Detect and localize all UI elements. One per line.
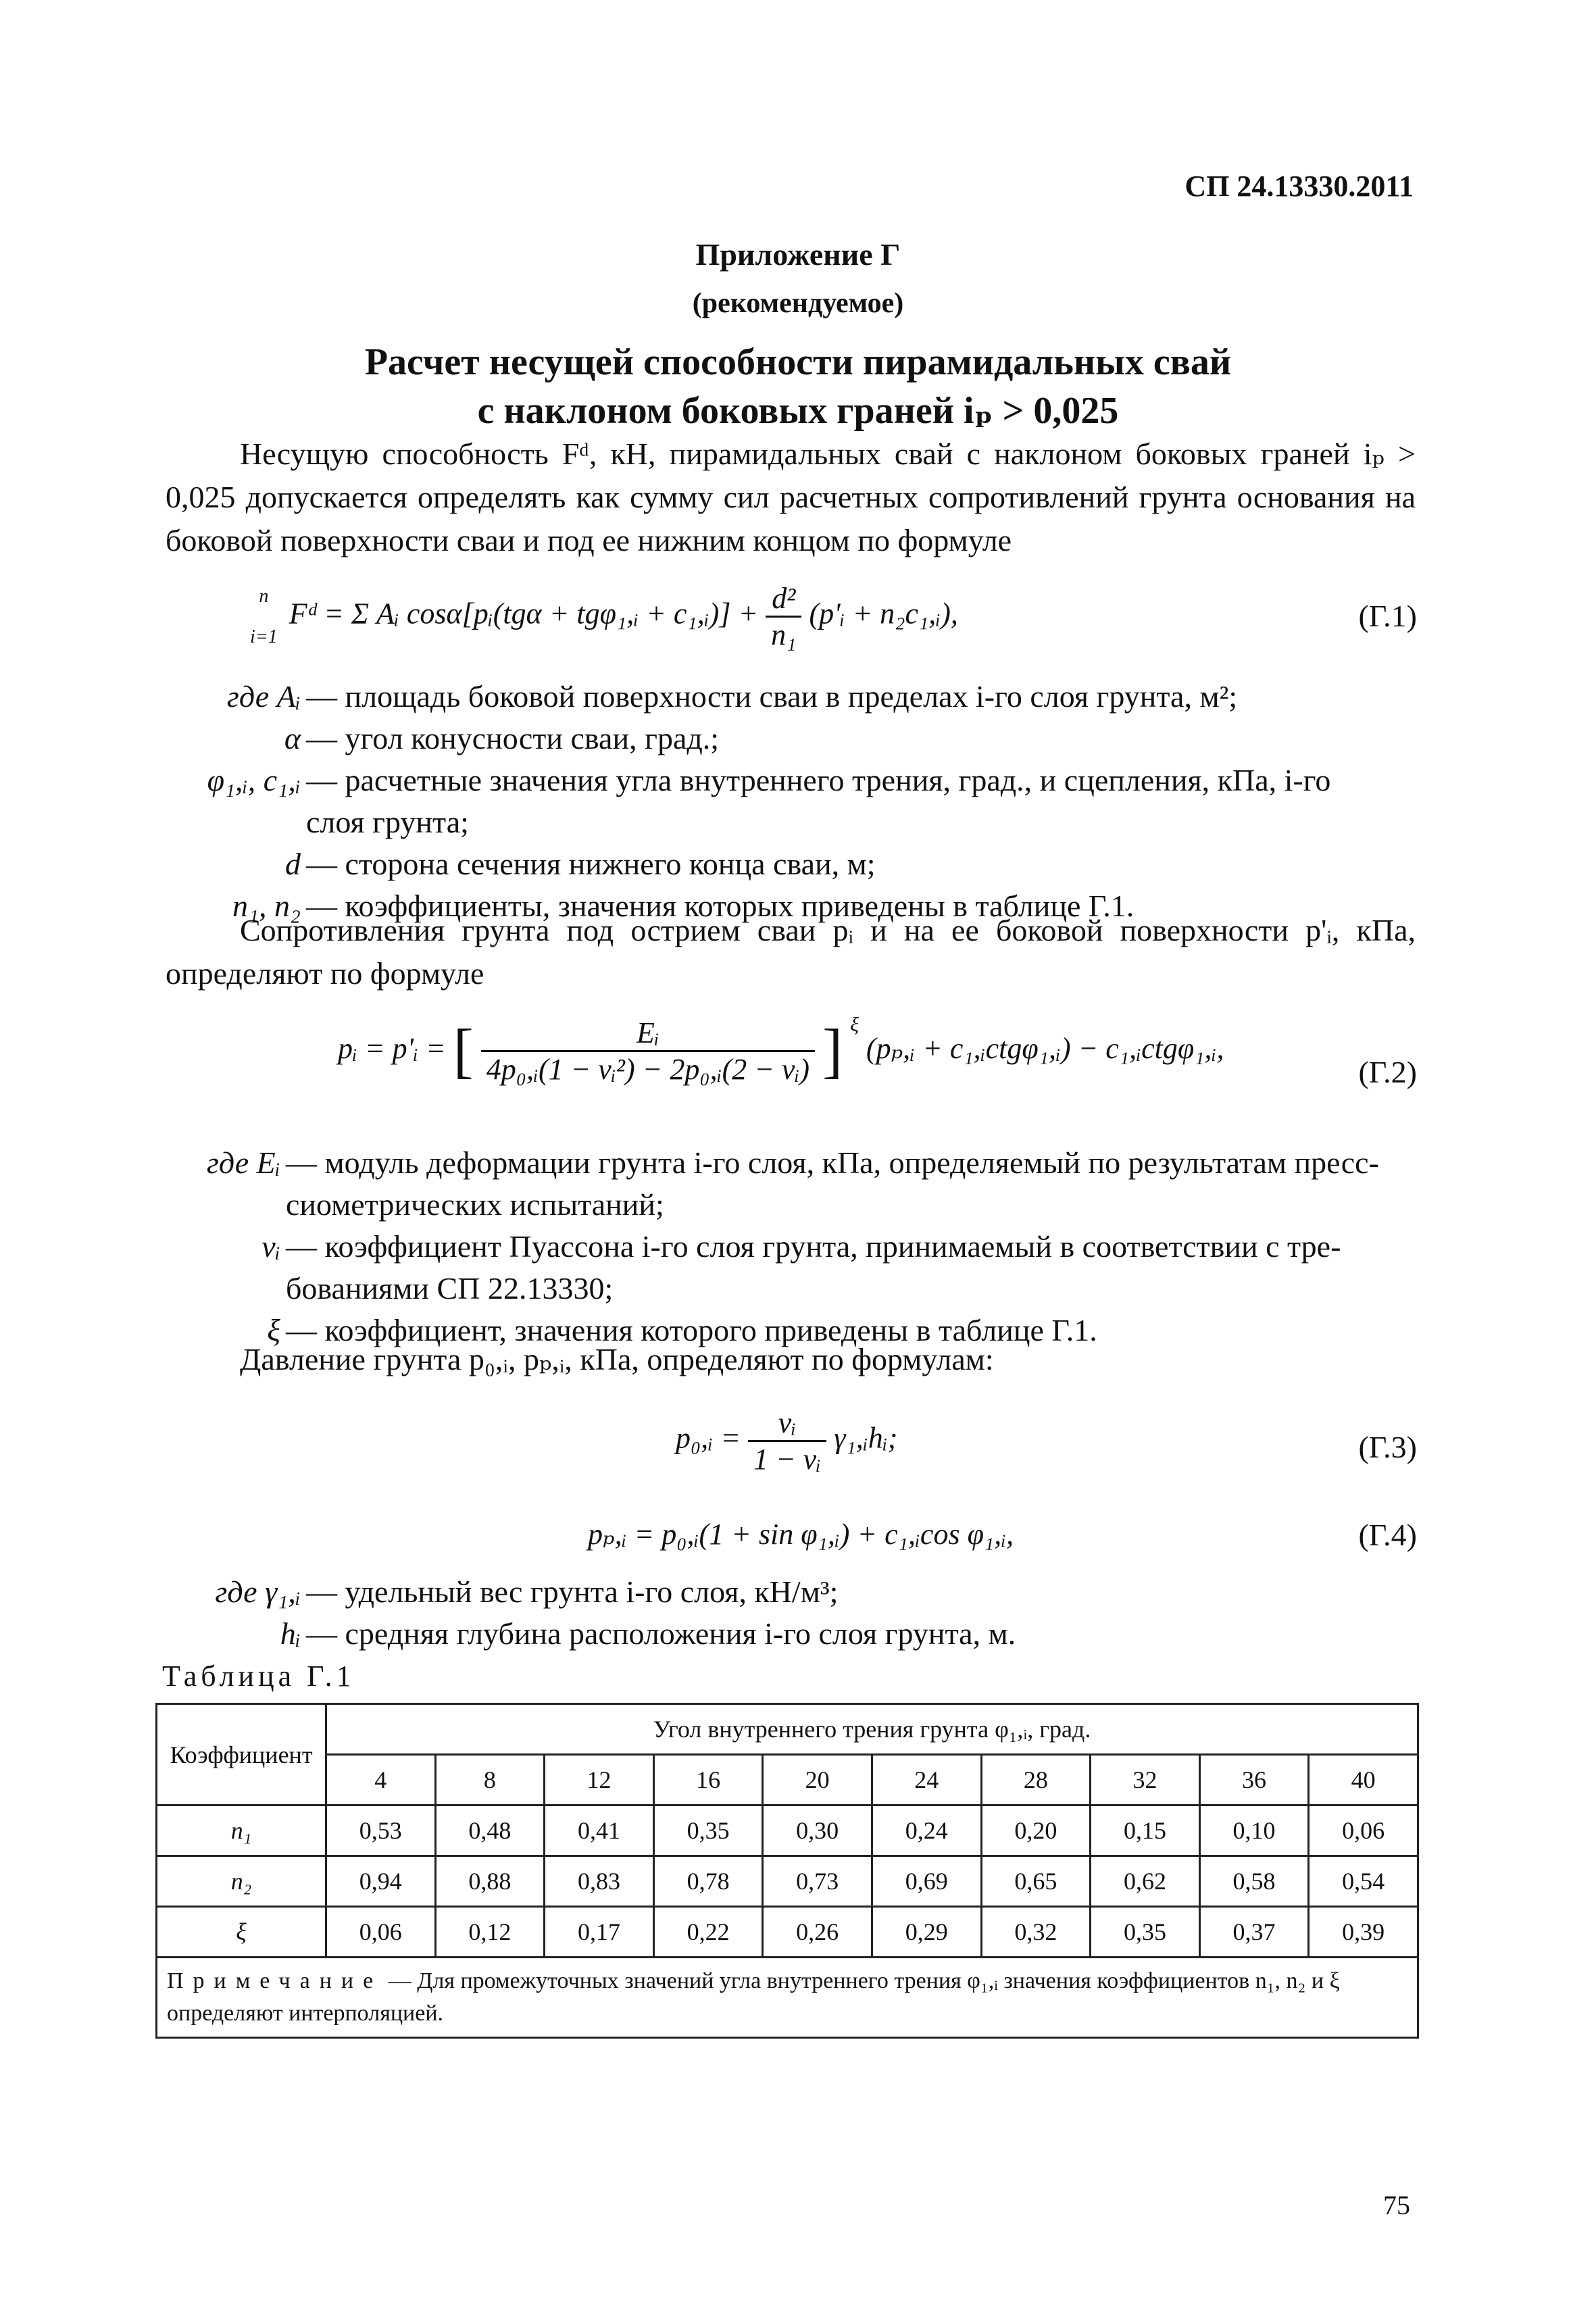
definition-row xyxy=(166,801,469,843)
definition-row xyxy=(166,1184,664,1226)
angle-header: 20 xyxy=(763,1755,872,1806)
definition-text: — угол конусности сваи, град.; xyxy=(306,721,720,755)
table-cell: 0,37 xyxy=(1199,1907,1309,1958)
definition-text: — удельный вес грунта i-го слоя, кН/м³; xyxy=(306,1574,839,1609)
table-cell: 0,58 xyxy=(1199,1856,1309,1907)
table-group-header: Угол внутреннего трения грунта φ₁,ᵢ, град. xyxy=(326,1704,1418,1755)
formula-g1-lhs: Fᵈ = Σ Aᵢ cosα[pᵢ(tgα + tgφ₁,ᵢ + c₁,ᵢ)] + xyxy=(289,597,759,630)
formula-g2-denominator: 4p₀,ᵢ(1 − νᵢ²) − 2p₀,ᵢ(2 − νᵢ) xyxy=(486,1053,810,1087)
definition-text: — сторона сечения нижнего конца сваи, м; xyxy=(306,847,876,881)
definition-text: сиометрических испытаний; xyxy=(286,1187,664,1222)
table-corner-header: Коэффициент xyxy=(157,1704,326,1806)
table-cell: 0,15 xyxy=(1091,1806,1200,1856)
table-cell: 0,48 xyxy=(435,1806,545,1856)
definition-term: где Eᵢ xyxy=(206,1145,280,1180)
definition-term: νᵢ xyxy=(261,1229,280,1264)
pressure-paragraph: Давление грунта p₀,ᵢ, pₚ,ᵢ, кПа, определяют по формулам: xyxy=(240,1342,994,1376)
angle-header: 16 xyxy=(653,1755,763,1806)
definition-text: — коэффициент Пуассона i-го слоя грунта, принимаемый в соответствии с тре- xyxy=(286,1229,1341,1264)
formula-g3-denominator: 1 − νᵢ xyxy=(753,1443,822,1476)
table-cell: 0,54 xyxy=(1309,1856,1418,1907)
equation-number-g3: (Г.3) xyxy=(1358,1430,1417,1464)
definition-term: где Aᵢ xyxy=(226,679,301,714)
table-cell: 0,06 xyxy=(1309,1806,1418,1856)
note-label: Примечание xyxy=(167,1968,383,1993)
formula-g3-fraction xyxy=(748,1405,826,1476)
table-label: Таблица Г.1 xyxy=(162,1660,355,1693)
definition-text: — средняя глубина расположения i-го слоя грунта, м. xyxy=(306,1616,1016,1651)
table-cell: 0,35 xyxy=(1091,1907,1200,1958)
definition-term: α xyxy=(284,721,301,755)
formula-g2 xyxy=(338,1014,1224,1087)
section-heading xyxy=(0,338,1596,435)
table-cell: 0,39 xyxy=(1309,1907,1418,1958)
definition-row xyxy=(166,718,719,760)
formula-g3-numerator: νᵢ xyxy=(748,1405,826,1442)
appendix-subtitle: (рекомендуемое) xyxy=(692,288,904,319)
row-label: n₂ xyxy=(157,1856,326,1907)
definition-term: n₁, n₂ xyxy=(232,889,301,923)
table-cell: 0,10 xyxy=(1199,1806,1309,1856)
angle-header: 32 xyxy=(1091,1755,1200,1806)
angle-header: 24 xyxy=(872,1755,981,1806)
table-note xyxy=(157,1958,1418,2038)
formula-g2-rhs: (pₚ,ᵢ + c₁,ᵢctgφ₁,ᵢ) − c₁,ᵢctgφ₁,ᵢ, xyxy=(866,1032,1224,1065)
definition-term: где γ₁,ᵢ xyxy=(215,1574,301,1609)
formula-g3 xyxy=(676,1405,897,1476)
page-number: 75 xyxy=(1383,2190,1410,2220)
resistance-paragraph: Сопротивления грунта под острием сваи pᵢ и на ее боковой поверхности p'ᵢ, кПа, определяют по формуле xyxy=(166,913,1416,991)
appendix-title: Приложение Г xyxy=(695,237,901,272)
table-cell: 0,83 xyxy=(545,1856,654,1907)
formula-g1-fraction xyxy=(766,581,801,652)
table-cell: 0,69 xyxy=(872,1856,981,1907)
section-heading-line2: с наклоном боковых граней iₚ > 0,025 xyxy=(477,390,1119,432)
table-cell: 0,30 xyxy=(763,1806,872,1856)
table-cell: 0,35 xyxy=(653,1806,763,1856)
table-cell: 0,22 xyxy=(653,1907,763,1958)
definition-term: φ₁,ᵢ, c₁,ᵢ xyxy=(207,763,301,797)
table-cell: 0,12 xyxy=(435,1907,545,1958)
table-cell: 0,26 xyxy=(763,1907,872,1958)
definition-text: — расчетные значения угла внутреннего трения, град., и сцепления, кПа, i-го xyxy=(306,763,1331,797)
table-cell: 0,41 xyxy=(545,1806,654,1856)
formula-g3-lhs: p₀,ᵢ = xyxy=(676,1421,741,1455)
formula-g4: pₚ,ᵢ = p₀,ᵢ(1 + sin φ₁,ᵢ) + c₁,ᵢcos φ₁,ᵢ, xyxy=(588,1518,1014,1551)
table-cell: 0,06 xyxy=(326,1907,436,1958)
definition-row xyxy=(166,676,1237,718)
angle-header: 4 xyxy=(326,1755,436,1806)
table-cell: 0,17 xyxy=(545,1907,654,1958)
sum-upper-limit: n xyxy=(259,585,269,607)
table-cell: 0,65 xyxy=(981,1856,1091,1907)
definition-row xyxy=(166,1268,613,1310)
sum-lower-limit: i=1 xyxy=(250,626,278,647)
intro-paragraph: Несущую способность Fᵈ, кН, пирамидальных свай с наклоном боковых граней iₚ > 0,025 допускается определять как сумму сил расчетных сопротивлений грунта основания на боковой поверхности сваи и под ее нижним концом по формуле xyxy=(166,437,1416,557)
definition-row xyxy=(166,1613,1016,1655)
row-label: n₁ xyxy=(157,1806,326,1856)
definition-text: слоя грунта; xyxy=(306,805,469,839)
formula-g1-denominator: n₁ xyxy=(771,618,797,651)
table-cell: 0,32 xyxy=(981,1907,1091,1958)
definition-term: d xyxy=(285,847,301,881)
coefficient-table xyxy=(155,1703,1419,2039)
row-label: ξ xyxy=(157,1907,326,1958)
definition-text: — модуль деформации грунта i-го слоя, кПа, определяемый по результатам пресс- xyxy=(286,1145,1379,1180)
table-cell: 0,78 xyxy=(653,1856,763,1907)
equation-number-g2: (Г.2) xyxy=(1358,1055,1417,1089)
bracket-right: ] xyxy=(822,1017,843,1085)
bracket-left: [ xyxy=(453,1017,474,1085)
table-note-row xyxy=(157,1958,1418,2038)
formula-g1 xyxy=(250,581,958,652)
angle-header: 8 xyxy=(435,1755,545,1806)
angle-header: 12 xyxy=(545,1755,654,1806)
section-heading-line1: Расчет несущей способности пирамидальных свай xyxy=(364,341,1232,383)
table-cell: 0,94 xyxy=(326,1856,436,1907)
angle-header: 40 xyxy=(1309,1755,1418,1806)
document-code: СП 24.13330.2011 xyxy=(1184,170,1414,203)
definition-row xyxy=(166,843,876,885)
definition-text: — площадь боковой поверхности сваи в пределах i-го слоя грунта, м²; xyxy=(306,679,1238,714)
equation-number-g4: (Г.4) xyxy=(1358,1518,1417,1552)
definition-text: — коэффициент, значения которого приведены в таблице Г.1. xyxy=(286,1313,1097,1347)
definition-row xyxy=(166,1142,1379,1184)
table-cell: 0,53 xyxy=(326,1806,436,1856)
table-cell: 0,88 xyxy=(435,1856,545,1907)
angle-header: 28 xyxy=(981,1755,1091,1806)
note-text: — Для промежуточных значений угла внутреннего трения φ₁,ᵢ значения коэффициентов n₁, n₂ и ξ определяют интерполяцией. xyxy=(167,1968,1340,2026)
table-row xyxy=(157,1856,1418,1907)
formula-g1-rhs: (p'ᵢ + n₂c₁,ᵢ), xyxy=(809,597,958,630)
definition-row xyxy=(166,760,1330,801)
equation-number-g1: (Г.1) xyxy=(1358,599,1417,633)
table-cell: 0,24 xyxy=(872,1806,981,1856)
formula-g2-fraction xyxy=(481,1016,815,1087)
definition-row xyxy=(166,1226,1341,1268)
table-cell: 0,62 xyxy=(1091,1856,1200,1907)
formula-g2-numerator: Eᵢ xyxy=(481,1016,815,1052)
table-row xyxy=(157,1907,1418,1958)
formula-g3-rhs: γ₁,ᵢhᵢ; xyxy=(834,1421,898,1455)
formula-g2-exponent: ξ xyxy=(850,1014,859,1036)
definition-text: — коэффициенты, значения которых приведены в таблице Г.1. xyxy=(306,889,1134,923)
definition-term: ξ xyxy=(267,1313,280,1347)
definition-row xyxy=(166,1571,838,1613)
definition-text: бованиями СП 22.13330; xyxy=(286,1271,614,1305)
table-row xyxy=(157,1806,1418,1856)
angle-header: 36 xyxy=(1199,1755,1309,1806)
formula-g1-numerator: d² xyxy=(766,581,801,618)
formula-g2-lhs: pᵢ = p'ᵢ = xyxy=(338,1032,446,1065)
table-cell: 0,73 xyxy=(763,1856,872,1907)
table-cell: 0,29 xyxy=(872,1907,981,1958)
table-cell: 0,20 xyxy=(981,1806,1091,1856)
definition-term: hᵢ xyxy=(280,1616,301,1651)
